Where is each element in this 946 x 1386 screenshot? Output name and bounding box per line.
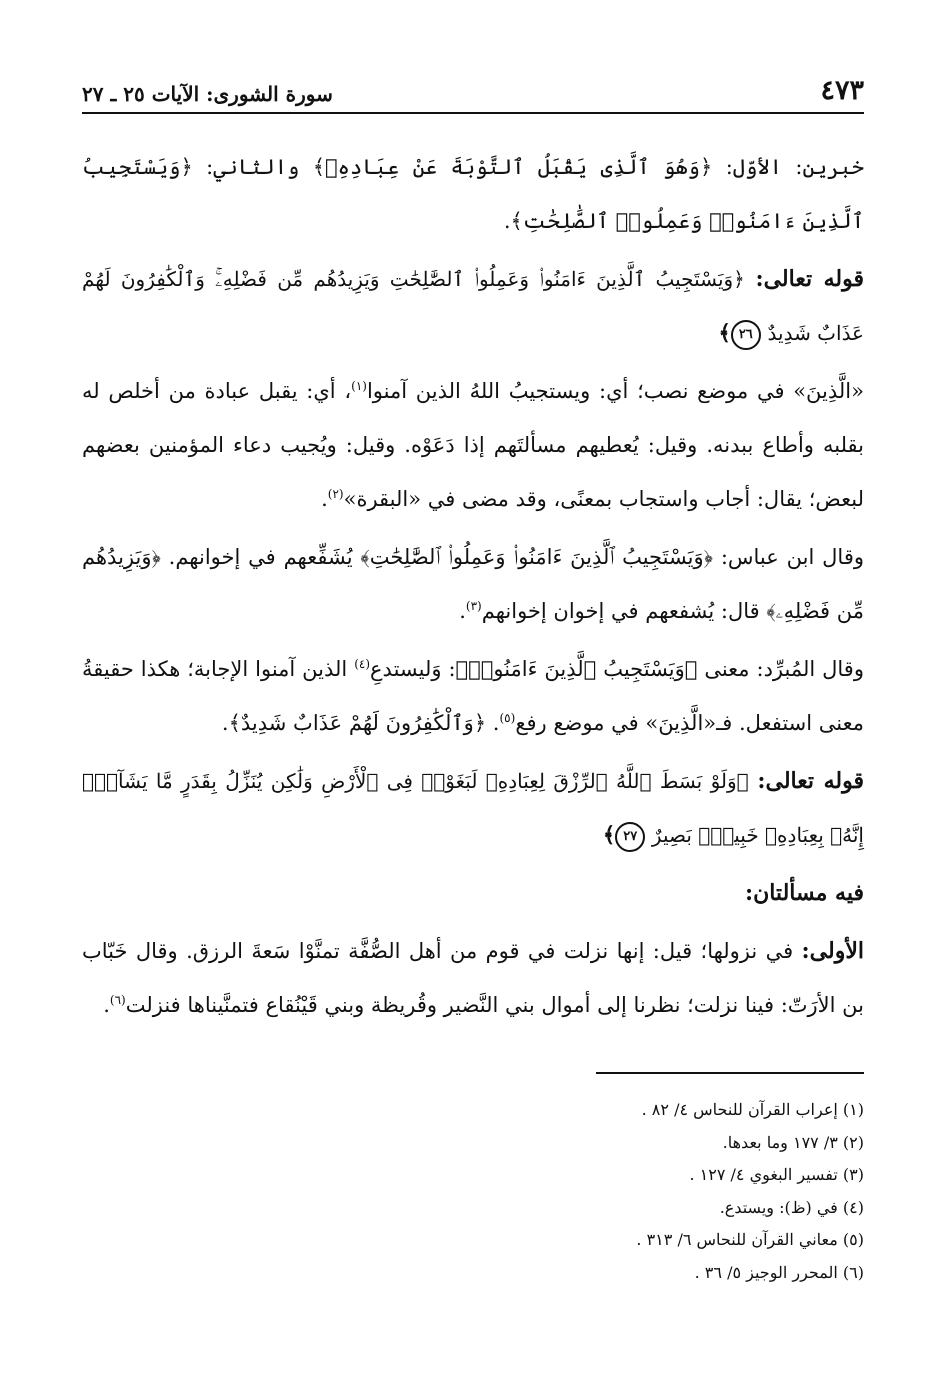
verse-heading: قوله تعالى: bbox=[757, 768, 864, 794]
paragraph-4-text-b: الذين آمنوا الإجابة؛ هكذا حقيقةُ معنى استفعل. فـ«الَّذِينَ» في موضع رفع bbox=[82, 657, 864, 735]
footnote-ref-2: (٢) bbox=[327, 487, 344, 501]
paragraph-5 bbox=[82, 924, 864, 1032]
paragraph-2-text-a: «الَّذِينَ» في موضع نصب؛ أي: ويستجيبُ اللهُ الذين آمنوا bbox=[366, 379, 864, 403]
main-text bbox=[82, 140, 864, 1036]
page-header bbox=[82, 66, 864, 106]
footnote-ref-6: (٦) bbox=[109, 993, 126, 1007]
paragraph-1-text: خبرين: الأوّل: ﴿وَهُوَ ٱلَّذِى يَقْبَلُ ٱلتَّوْبَةَ عَنْ عِبَادِهِۦ﴾ والثاني: ﴿وَيَسْتَجِيبُ ٱلَّذِينَ ءَامَنُوا۟ وَعَمِلُوا۟ ٱلصَّٰلِحَٰتِ﴾. bbox=[82, 155, 864, 233]
paragraph-5-text-b: . bbox=[103, 993, 110, 1017]
verse-26-block bbox=[82, 252, 864, 360]
paragraph-3-text-a: وقال ابن عباس: ﴿وَيَسْتَجِيبُ ٱلَّذِينَ ءَامَنُوا۟ وَعَمِلُوا۟ ٱلصَّٰلِحَٰتِ﴾ يُشَفِّعهم في إخوانهم. ﴿وَيَزِيدُهُم مِّن فَضْلِهِۦ﴾ قال: يُشفعهم في إخوان إخوانهم bbox=[82, 545, 864, 623]
paragraph-4-text-c: . ﴿وَٱلْكَٰفِرُونَ لَهُمْ عَذَابٌ شَدِيدٌ﴾. bbox=[221, 711, 500, 735]
footnote-item: (٥) معاني القرآن للنحاس ٦/ ٣١٣ . bbox=[636, 1230, 864, 1249]
quran-verse-26: ﴿وَيَسْتَجِيبُ ٱلَّذِينَ ءَامَنُوا۟ وَعَمِلُوا۟ ٱلصَّٰلِحَٰتِ وَيَزِيدُهُم مِّن فَضْلِهِۦۚ وَٱلْكَٰفِرُونَ لَهُمْ عَذَابٌ شَدِيدٌ bbox=[82, 267, 864, 345]
footnote-ref-4: (٤) bbox=[354, 657, 371, 671]
verse-number-marker: ٢٧ bbox=[615, 822, 645, 852]
verse-close-bracket: ﴾ bbox=[718, 320, 731, 345]
footnote-ref-1: (١) bbox=[351, 379, 367, 393]
footnote-rule bbox=[596, 1072, 864, 1074]
issue-label: الأولى: bbox=[801, 938, 864, 964]
paragraph-4 bbox=[82, 642, 864, 750]
paragraph-1 bbox=[82, 140, 864, 248]
footnote-item: (٦) المحرر الوجيز ٥/ ٣٦ . bbox=[694, 1262, 864, 1282]
paragraph-2 bbox=[82, 364, 864, 526]
quran-verse-27: ﴿وَلَوْ بَسَطَ ٱللَّهُ ٱلرِّزْقَ لِعِبَادِهِۦ لَبَغَوْا۟ فِى ٱلْأَرْضِ وَلَٰكِن يُنَزِّلُ بِقَدَرٍ مَّا يَشَآءُۚ إِنَّهُۥ بِعِبَادِهِۦ خَبِيرٌۢ بَصِيرٌ bbox=[82, 769, 864, 847]
footnote-ref-5: (٥) bbox=[499, 711, 516, 725]
footnote-item: (١) إعراب القرآن للنحاس ٤/ ٨٢ . bbox=[641, 1100, 864, 1119]
footnotes bbox=[82, 1094, 864, 1289]
footnote-item: (٤) في (ظ): ويستدع. bbox=[719, 1197, 864, 1217]
running-title: سورة الشورى: الآيات ٢٥ ـ ٢٧ bbox=[82, 82, 333, 106]
verse-close-bracket: ﴾ bbox=[602, 822, 616, 847]
paragraph-3-text-b: . bbox=[459, 599, 466, 623]
footnote-item: (٢) ٣/ ١٧٧ وما بعدها. bbox=[722, 1132, 864, 1152]
header-rule bbox=[82, 112, 864, 114]
verse-number-marker: ٢٦ bbox=[731, 320, 761, 350]
footnote-ref-3: (٣) bbox=[465, 599, 482, 613]
paragraph-3 bbox=[82, 530, 864, 638]
section-subheading: فيه مسألتان: bbox=[744, 880, 864, 906]
paragraph-4-text-a: وقال المُبرِّد: معنى ﴿وَيَسْتَجِيبُ ٱلَّذِينَ ءَامَنُوا۟﴾: وَليستدعِ bbox=[370, 657, 864, 681]
paragraph-2-text-c: . bbox=[321, 487, 328, 511]
verse-27-block bbox=[82, 754, 864, 862]
footnote-item: (٣) تفسير البغوي ٤/ ١٢٧ . bbox=[689, 1165, 864, 1184]
verse-heading: قوله تعالى: bbox=[755, 266, 864, 292]
page-number: ٤٧٣ bbox=[820, 75, 864, 106]
paragraph-2-text-b: ، أي: يقبل عبادة من أخلص له بقلبه وأطاع ببدنه. وقيل: يُعطيهم مسألتَهم إذا دَعَوْه. وقيل: ويُجيب دعاء المؤمنين بعضهم لبعض؛ يقال: أجاب واستجاب بمعنًى، وقد مضى في «البقرة» bbox=[82, 379, 864, 511]
paragraph-5-text-a: في نزولها؛ قيل: إنها نزلت في قوم من أهل الصُّفَّة تمنَّوْا سَعةَ الرزق. وقال خَبّاب بن الأرَتّ: فينا نزلت؛ نظرنا إلى أموال بني النَّضير وقُريظة وبني قَيْنُقاع فتمنَّيناها فنزلت bbox=[82, 939, 864, 1017]
